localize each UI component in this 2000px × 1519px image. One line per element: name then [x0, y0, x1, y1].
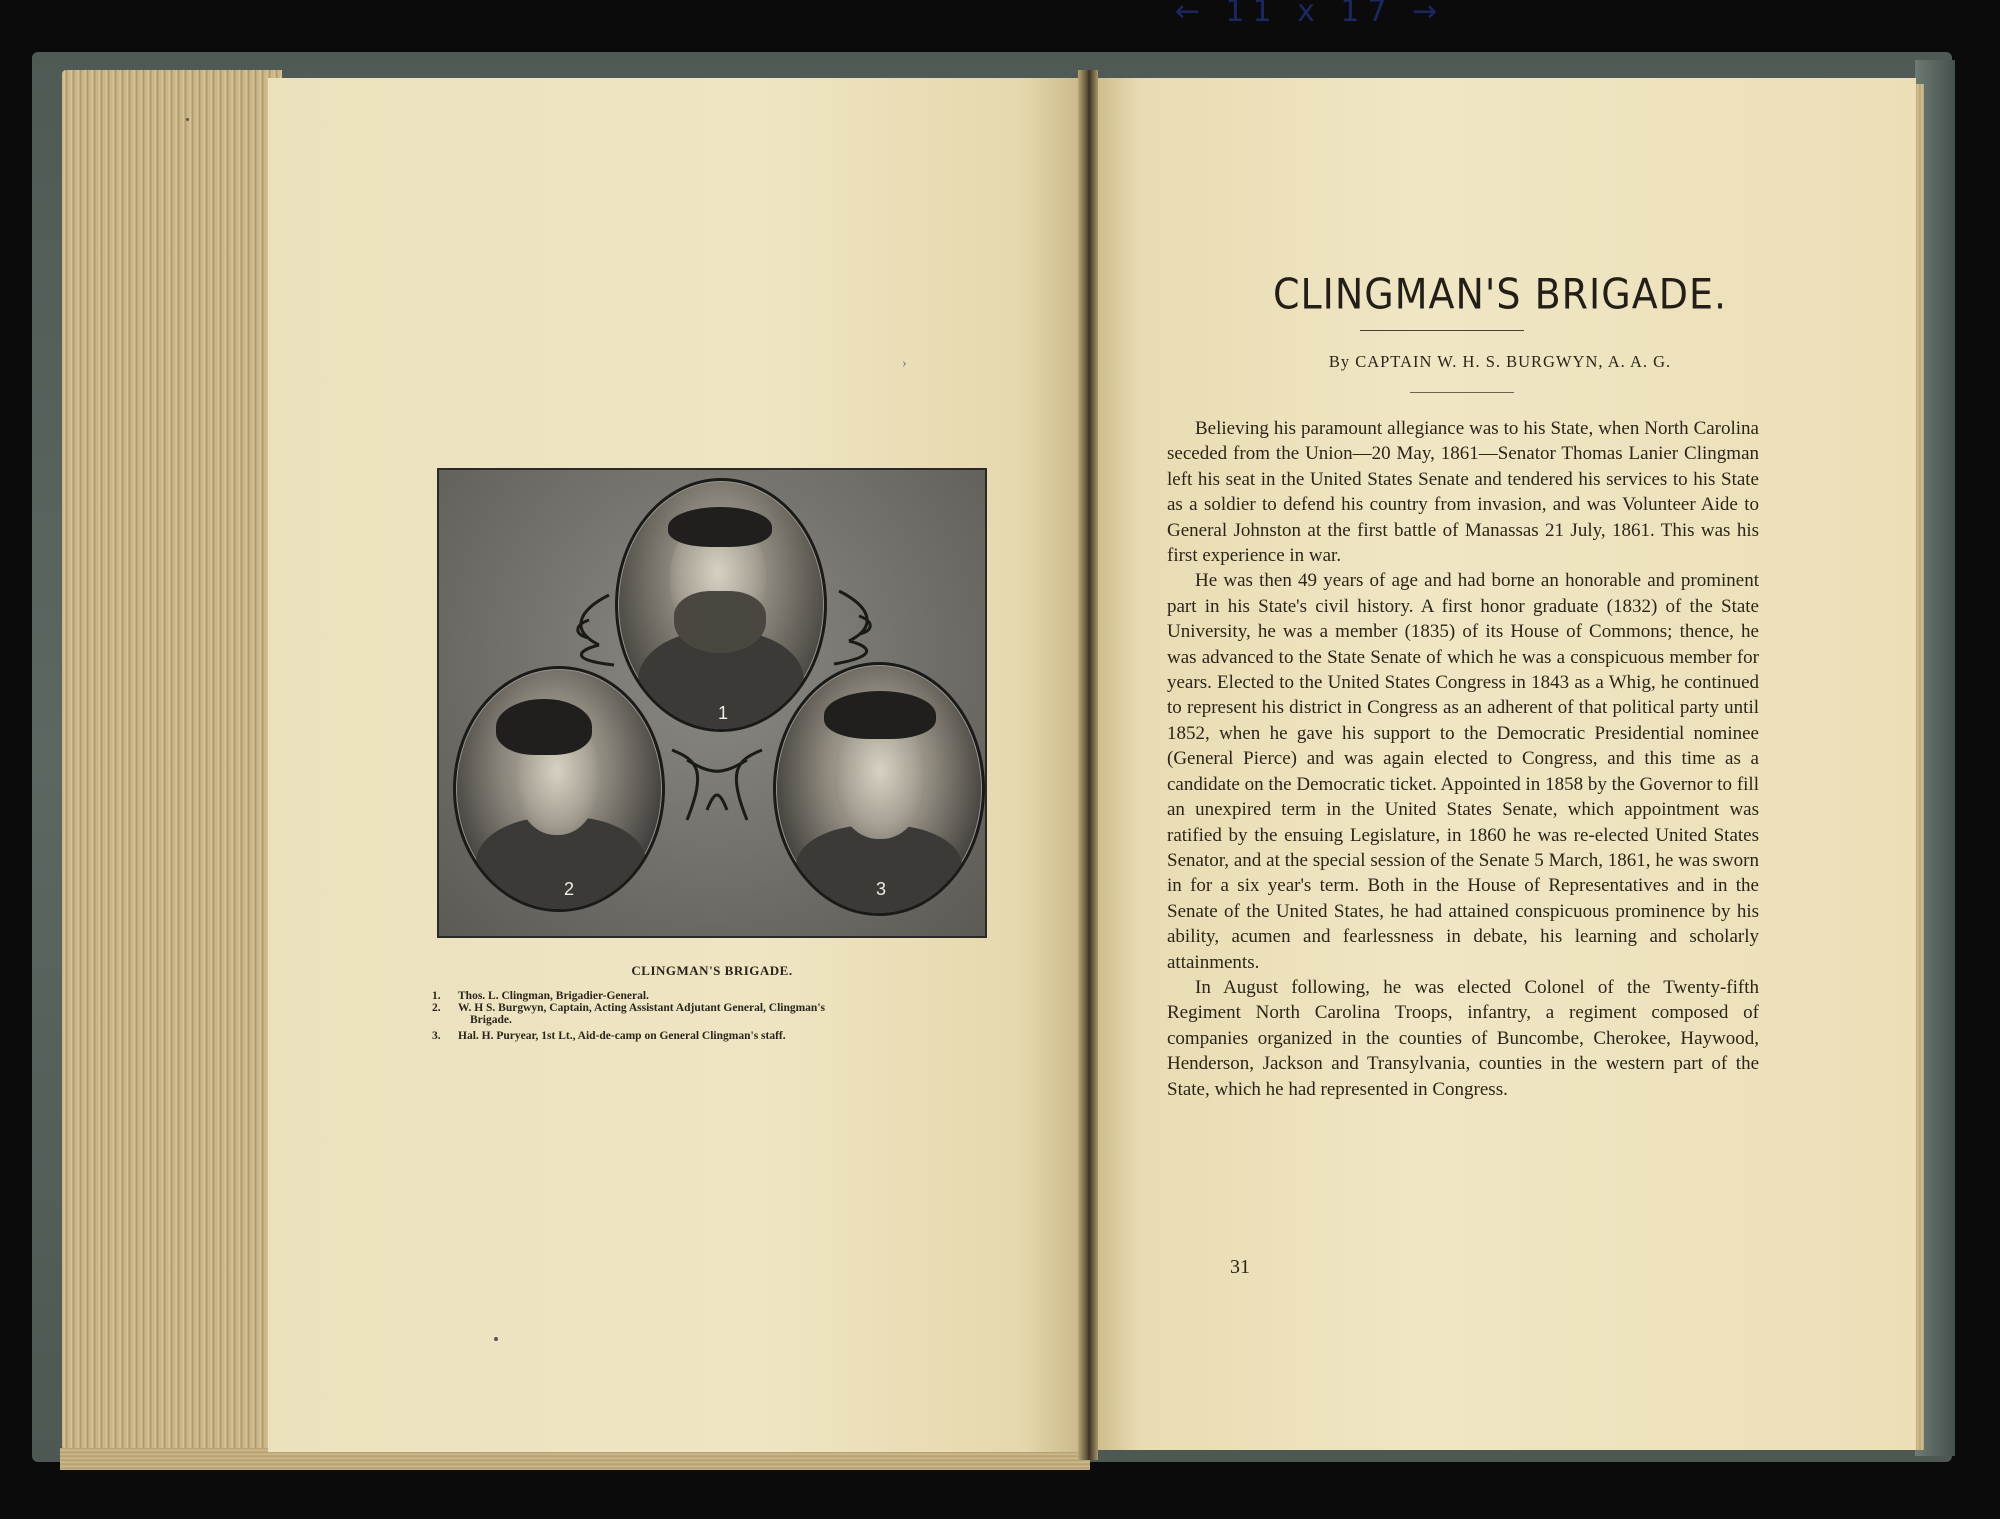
caption-number: 2.: [432, 1002, 441, 1014]
scroll-ornament-left: [559, 590, 619, 670]
caption-text: Thos. L. Clingman, Brigadier-General.: [458, 990, 649, 1002]
portrait-burgwyn: [453, 666, 665, 912]
caption-number: 3.: [432, 1030, 441, 1042]
caption-number: 1.: [432, 990, 441, 1002]
portrait-plate: [437, 468, 987, 938]
caption-item-3: [432, 1030, 1002, 1042]
byline-rule: [1410, 392, 1514, 393]
chapter-title: CLINGMAN'S BRIGADE.: [1272, 269, 1728, 319]
ruler-note: ← 11 x 17 →: [1174, 0, 1446, 29]
page-speck: [494, 1337, 498, 1341]
title-rule: [1360, 330, 1524, 331]
book-gutter: [1078, 70, 1098, 1460]
paragraph: He was then 49 years of age and had borne an honorable and prominent part in his State's civil history. A first honor graduate (1832) of the State University, he was a member (1835) of its House of Commons; thence, he was advanced to the State Senate of which he was a conspicuous member for years. Elected to the United States Congress in 1843 as a Whig, he continued to represent his district in Congress as an adherent of that political party until 1852, when he gave his support to the Democratic Presidential nominee (General Pierce) and was again elected to Congress, and this time as a candidate on the Democratic ticket. Appointed in 1858 by the Governor to fill an unexpired term in the United States Senate, which appointment was ratified by the ensuing Legislature, in 1860 he was re-elected United States Senator, and at the special session of the Senate 5 March, 1861, he was sworn in for a six year's term. Both in the House of Representatives and in the Senate of the United States, he had attained conspicuous prominence by his ability, acumen and fearlessness in debate, his learning and scholarly attainments.: [1167, 570, 1759, 973]
plate-number-1: 1: [718, 703, 729, 723]
page-edges-left: [62, 70, 282, 1450]
chapter-body: [1167, 416, 1759, 1102]
caption-item-1: [432, 990, 1002, 1002]
page-number: 31: [1230, 1256, 1250, 1278]
paragraph: Believing his paramount allegiance was to his State, when North Carolina seceded from the Union—20 May, 1861—Senator Thomas Lanier Clingman left his seat in the United States Senate and tendered his services to his State as a soldier to defend his country from invasion, and was Volunteer Aide to General Johnston at the first battle of Manassas 21 July, 1861. This was his first experience in war.: [1167, 418, 1759, 567]
caption-item-2: [432, 1002, 1002, 1026]
page-speck: ›: [902, 356, 907, 371]
portrait-puryear: [773, 662, 985, 916]
paragraph: In August following, he was elected Colonel of the Twenty-fifth Regiment North Carolina Troops, infantry, a regiment composed of companies organized in the counties of Buncombe, Cherokee, Haywood, Henderson, Jackson and Transylvania, counties in the western part of the State, which he had represented in Congress.: [1167, 976, 1759, 1100]
scroll-ornament-center: [667, 740, 767, 830]
plate-number-3: 3: [876, 879, 887, 899]
plate-caption-title: CLINGMAN'S BRIGADE.: [631, 963, 793, 978]
caption-text: Hal. H. Puryear, 1st Lt., Aid-de-camp on General Clingman's staff.: [458, 1030, 786, 1042]
author-byline: By CAPTAIN W. H. S. BURGWYN, A. A. G.: [1328, 352, 1672, 371]
caption-text: W. H S. Burgwyn, Captain, Acting Assistant Adjutant General, Clingman's: [458, 1002, 826, 1014]
page-speck: [186, 118, 189, 121]
caption-continuation: Brigade.: [470, 1014, 512, 1026]
portrait-clingman: [615, 478, 827, 732]
plate-number-2: 2: [564, 879, 575, 899]
scroll-ornament-right: [829, 586, 889, 670]
